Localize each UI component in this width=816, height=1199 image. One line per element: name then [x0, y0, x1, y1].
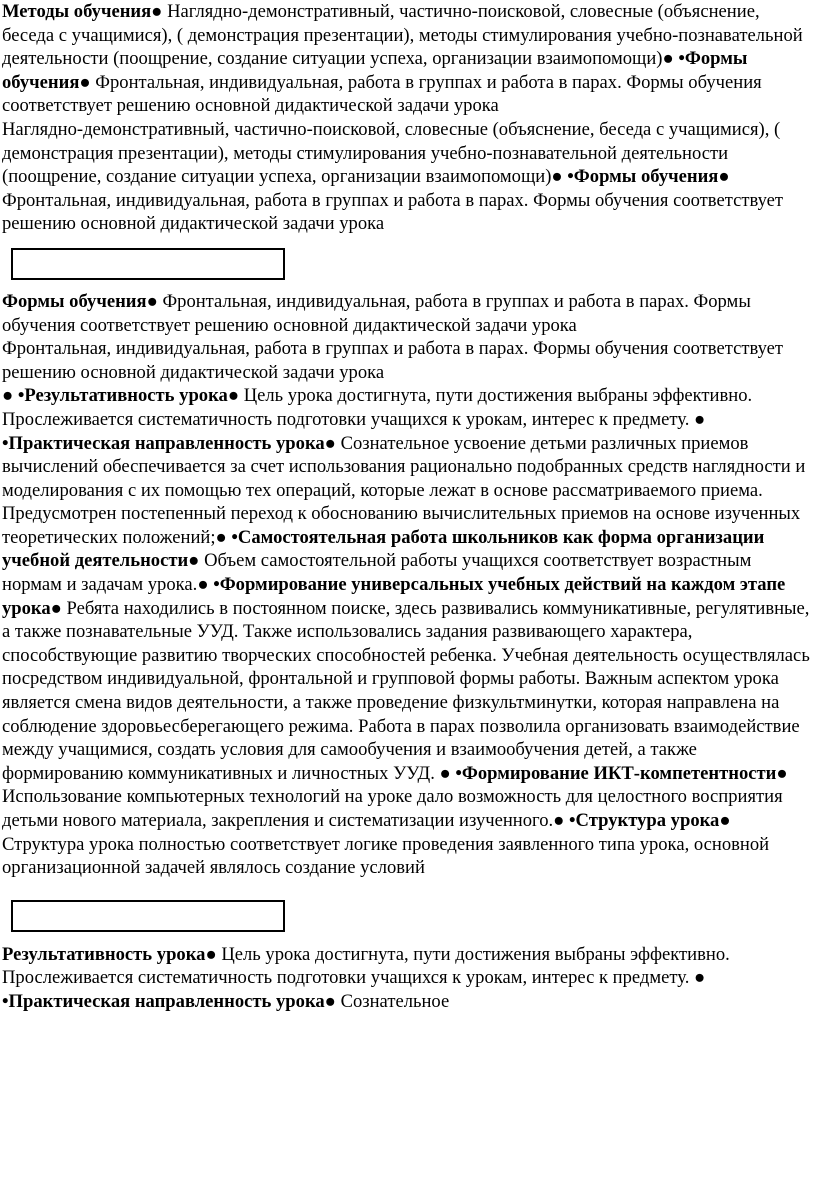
- empty-text-box: [11, 248, 285, 280]
- text-structure: Структура урока полностью соответствует логике проведения заявленного типа урока, основной организационной задачей являлось создание условий: [2, 833, 770, 879]
- heading-forms: •Формы обучения●: [2, 48, 748, 93]
- text-independent-work: Объем самостоятельной работы учащихся соответствует возрастным нормам и задачам урока.: [2, 550, 752, 596]
- paragraph-methods-forms-repeat: [2, 118, 814, 236]
- text-forms-desc: Фронтальная, индивидуальная, работа в группах и работа в парах. Формы обучения соответствует решению основной дидактической задачи урока: [2, 71, 762, 117]
- paragraph-methods-forms: [2, 0, 814, 118]
- heading-forms: •Формы обучения●: [567, 166, 730, 188]
- text-practical: Сознательное усвоение детьми различных приемов вычислений обеспечивается за счет использования рационально подобранных средств наглядности и моделирования с их помощью тех операций, которые лежат в основе рассматриваемого приема. Предусмотрен постепенный переход к обоснованию вычислительных приемов на основе изученных теоретических положений;: [2, 432, 806, 548]
- text-ict: Использование компьютерных технологий на уроке дало возможность для целостного восприятия детьми нового материала, закрепления и систематизации изученного.: [2, 786, 783, 831]
- heading-practical: ● •Практическая направленность урока●: [2, 967, 706, 1012]
- paragraph-lesson-analysis: [2, 384, 814, 879]
- text-methods-list: Наглядно-демонстративный, частично-поисковой, словесные (объяснение, беседа с учащимися), ( демонстрация презентации), методы стимулирования учебно-познавательной деятельности (поощрение, создание ситуации успеха, организации взаимопомощи)●: [2, 118, 781, 188]
- heading-uud: ● •Формирование универсальных учебных действий на каждом этапе урока●: [2, 574, 786, 619]
- text-forms-desc: Фронтальная, индивидуальная, работа в группах и работа в парах. Формы обучения соответствует решению основной дидактической задачи урока: [2, 290, 751, 336]
- heading-structure: ● •Структура урока●: [553, 810, 731, 831]
- text-uud: Ребята находились в постоянном поиске, здесь развивались коммуникативные, регулятивные, а также познавательные УУД. Также использовались задания развивающего характера, способствующие развитию творческих способностей ребенка. Учебная деятельность осуществлялась посредством индивидуальной, фронтальной и групповой формы работы. Важным аспектом урока является смена видов деятельности, а также проведение физкультминутки, которая направлена на соблюдение здоровьесберегающего режима. Работа в парах позволила организовать взаимодействие между учащимися, создать условия для самообучения и взаимообучения детей, а также формированию коммуникативных и личностных УУД.: [2, 597, 810, 784]
- text-forms-desc: Фронтальная, индивидуальная, работа в группах и работа в парах. Формы обучения соответствует решению основной дидактической задачи урока: [2, 338, 784, 383]
- heading-results: ● •Результативность урока●: [2, 385, 244, 407]
- heading-methods: Методы обучения●: [2, 1, 168, 22]
- heading-ict: ● •Формирование ИКТ-компетентности●: [439, 762, 788, 784]
- text-practical: Сознательное: [340, 990, 450, 1012]
- heading-results: Результативность урока●: [2, 943, 222, 965]
- heading-independent-work: ● •Самостоятельная работа школьников как форма организации учебной деятельности●: [2, 526, 765, 572]
- text-results: Цель урока достигнута, пути достижения выбраны эффективно. Прослеживается систематичность подготовки учащихся к урокам, интерес к предмету.: [2, 943, 730, 989]
- heading-practical: ● •Практическая направленность урока●: [2, 408, 706, 454]
- paragraph-forms-repeat: [2, 337, 814, 384]
- text-forms-desc: Фронтальная, индивидуальная, работа в группах и работа в парах. Формы обучения соответствует решению основной дидактической задачи урока: [2, 189, 784, 235]
- paragraph-results-repeat: [2, 943, 814, 1014]
- empty-text-box: [11, 900, 285, 932]
- paragraph-forms: [2, 290, 814, 337]
- text-methods-list: Наглядно-демонстративный, частично-поисковой, словесные (объяснение, беседа с учащимися), ( демонстрация презентации), методы стимулирования учебно-познавательной деятельности (поощрение, создание ситуации успеха, организации взаимопомощи)●: [2, 1, 803, 70]
- heading-forms: Формы обучения●: [2, 290, 163, 312]
- text-results: Цель урока достигнута, пути достижения выбраны эффективно. Прослеживается систематичность подготовки учащихся к урокам, интерес к предмету.: [2, 385, 753, 430]
